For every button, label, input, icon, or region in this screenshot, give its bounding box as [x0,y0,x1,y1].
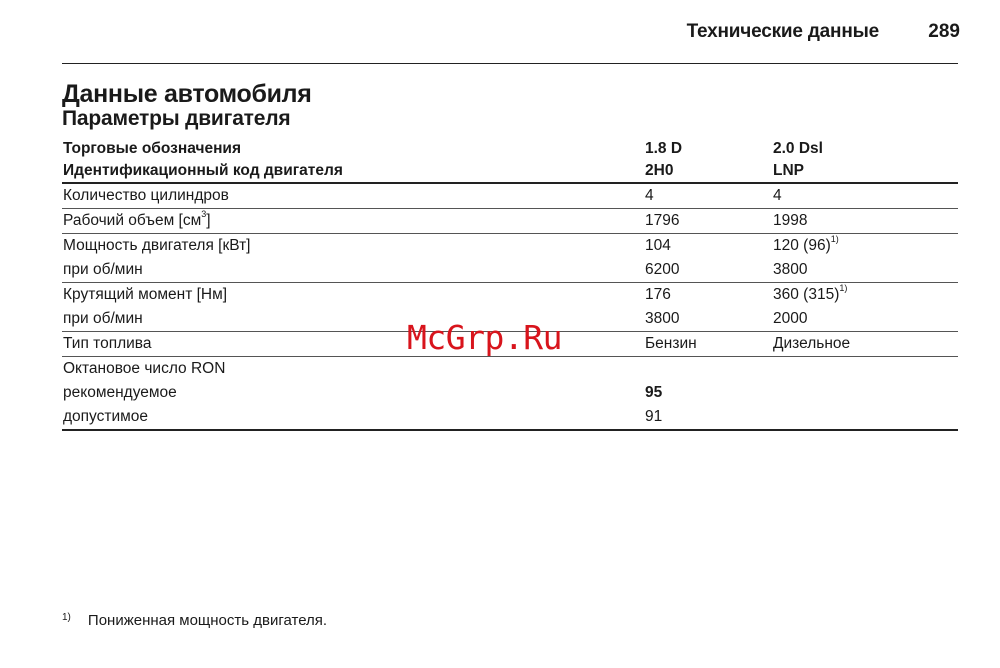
footnote [62,612,327,629]
row-label: рекомендуемое [63,384,177,401]
value-engine-2: 4 [773,187,782,204]
header-cell-engine-2: LNP [773,162,804,179]
header-divider [62,63,958,64]
value-engine-1: 4 [645,187,654,204]
row-label: допустимое [63,408,149,425]
value-engine-1: 104 [645,237,671,254]
table-row-power-rpm [62,258,958,282]
table-row-power [62,234,958,258]
header-title: Технические данные [686,21,879,42]
value-engine-1: 1796 [645,212,680,229]
table-header-row-trade-name [62,138,958,160]
row-label: Рабочий объем $[см^3]$ [63,208,211,229]
value-engine-1: 6200 [645,261,680,278]
header-cell-engine-2: 2.0 Dsl [773,140,823,157]
row-label: Количество цилиндров [63,187,229,204]
row-label: Крутящий момент [Нм] [63,286,228,303]
table-row-octane [62,357,958,381]
value-engine-1: Бензин [645,335,697,352]
row-label: Тип топлива [63,335,152,352]
header-cell-label: Торговые обозначения [63,140,242,157]
value-engine-2: 360 $(315)^{1)}$ [773,282,848,303]
footnote-text: Пониженная мощность двигателя. [87,612,328,629]
table-row-torque [62,283,958,307]
footnote-reference: 1) [839,282,848,293]
section-subtitle: Параметры двигателя [62,107,291,130]
table-row-displacement [62,209,958,233]
footnote-mark: 1) [62,612,71,623]
row-label: при об/мин [63,261,143,278]
table-row-octane-permitted [62,405,958,429]
table-bottom-divider [62,429,958,431]
value-engine-2: 3800 [773,261,808,278]
watermark: McGrp.Ru [407,318,562,357]
row-label: при об/мин [63,310,143,327]
header-cell-label: Идентификационный код двигателя [63,162,343,179]
value-engine-2: 1998 [773,212,808,229]
section-title: Данные автомобиля [62,80,312,108]
value-engine-2: 120 $(96)^{1)}$ [773,233,839,254]
value-engine-1: 91 [645,408,663,425]
value-engine-2: Дизельное [773,335,851,352]
table-header-row-engine-code [62,160,958,182]
row-label: Октановое число RON [63,360,226,377]
value-engine-1: 95 [645,384,663,401]
row-label: Мощность двигателя [кВт] [63,237,251,254]
value-engine-1: 176 [645,286,671,303]
table-row-octane-recommended [62,381,958,405]
header-cell-engine-1: 1.8 D [645,140,683,157]
footnote-reference: 1) [830,233,839,244]
unit-superscript: 3 [201,208,207,219]
engine-parameters-table [62,138,958,431]
value-engine-2: 2000 [773,310,808,327]
page-number: 289 [928,21,960,42]
value-engine-1: 3800 [645,310,680,327]
table-row-cylinders [62,184,958,208]
header-cell-engine-1: 2H0 [645,162,674,179]
